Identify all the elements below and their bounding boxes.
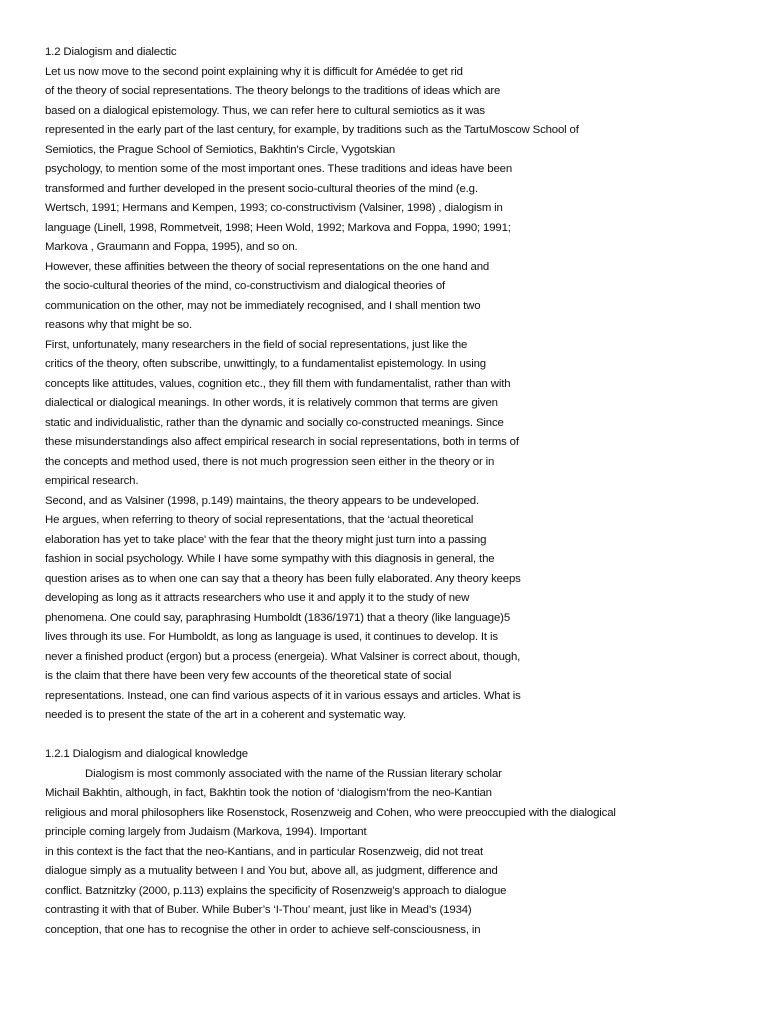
text-line: developing as long as it attracts researchers who use it and apply it to the study of new <box>45 592 470 604</box>
text-line: empirical research. <box>45 475 139 487</box>
text-line: Wertsch, 1991; Hermans and Kempen, 1993; co-constructivism (Valsiner, 1998) , dialogism in <box>45 202 503 214</box>
text-line: of the theory of social representations. The theory belongs to the traditions of ideas which are <box>45 85 501 97</box>
text-line: representations. Instead, one can find various aspects of it in various essays and articles. What is <box>45 689 521 702</box>
text-line: represented in the early part of the last century, for example, by traditions such as the TartuMoscow School of <box>45 124 579 136</box>
text-line: First, unfortunately, many researchers in the field of social representations, just like the <box>45 338 468 351</box>
text-line: communication on the other, may not be immediately recognised, and I shall mention two <box>45 299 481 312</box>
text-line: religious and moral philosophers like Rosenstock, Rosenzweig and Cohen, who were preoccupied with the dialogical <box>45 806 616 819</box>
text-line: question arises as to when one can say that a theory has been fully elaborated. Any theory keeps <box>45 572 521 585</box>
text-line: phenomena. One could say, paraphrasing Humboldt (1836/1971) that a theory (like language)5 <box>45 611 511 624</box>
text-line: dialogue simply as a mutuality between I and You but, above all, as judgment, difference and <box>45 865 498 877</box>
text-line: Dialogism is most commonly associated with the name of the Russian literary scholar <box>85 767 502 780</box>
text-line: reasons why that might be so. <box>45 319 192 331</box>
text-line: concepts like attitudes, values, cognition etc., they fill them with fundamentalist, rather than with <box>45 377 511 390</box>
text-line: He argues, when referring to theory of social representations, that the ‘actual theoretical <box>45 514 474 526</box>
document-body <box>45 43 760 940</box>
text-line: fashion in social psychology. While I have some sympathy with this diagnosis in general, the <box>45 553 495 565</box>
text-line: conflict. Batznitzky (2000, p.113) explains the specificity of Rosenzweig’s approach to dialogue <box>45 884 507 897</box>
section-heading-dialogism-and-dialectic: 1.2 Dialogism and dialectic <box>45 46 177 58</box>
text-line: critics of the theory, often subscribe, unwittingly, to a fundamentalist epistemology. In using <box>45 358 486 370</box>
text-line: elaboration has yet to take place' with the fear that the theory might just turn into a passing <box>45 533 487 546</box>
section-1-body <box>45 63 760 726</box>
text-line: Markova , Graumann and Foppa, 1995), and so on. <box>45 241 298 253</box>
text-line: dialectical or dialogical meanings. In other words, it is relatively common that terms are given <box>45 397 498 409</box>
section-heading-dialogical-knowledge: 1.2.1 Dialogism and dialogical knowledge <box>45 748 248 760</box>
text-line: contrasting it with that of Buber. While Buber’s ‘I-Thou’ meant, just like in Mead’s (1934) <box>45 904 472 916</box>
text-line: in this context is the fact that the neo-Kantians, and in particular Rosenzweig, did not treat <box>45 845 483 858</box>
text-line: transformed and further developed in the present socio-cultural theories of the mind (e.g. <box>45 182 478 195</box>
text-line: principle coming largely from Judaism (Markova, 1994). Important <box>45 826 367 838</box>
text-line: conception, that one has to recognise the other in order to achieve self-consciousness, in <box>45 923 481 936</box>
text-line: never a finished product (ergon) but a process (energeia). What Valsiner is correct about, though, <box>45 650 521 663</box>
text-line: is the claim that there have been very few accounts of the theoretical state of social <box>45 670 452 682</box>
text-line: the concepts and method used, there is not much progression seen either in the theory or in <box>45 455 495 468</box>
text-line: However, these affinities between the theory of social representations on the one hand and <box>45 260 490 273</box>
paragraph-gap <box>45 726 760 746</box>
text-line: language (Linell, 1998, Rommetveit, 1998; Heen Wold, 1992; Markova and Foppa, 1990; 1991; <box>45 221 511 234</box>
text-line: Second, and as Valsiner (1998, p.149) maintains, the theory appears to be undeveloped. <box>45 494 479 507</box>
text-line: lives through its use. For Humboldt, as long as language is used, it continues to develop. It is <box>45 631 498 643</box>
text-line: Let us now move to the second point explaining why it is difficult for Amédée to get rid <box>45 65 463 78</box>
text-line: Semiotics, the Prague School of Semiotics, Bakhtin's Circle, Vygotskian <box>45 143 396 156</box>
section-2-body <box>45 784 760 940</box>
text-line: static and individualistic, rather than the dynamic and socially co-constructed meanings. Since <box>45 416 504 429</box>
text-line: psychology, to mention some of the most important ones. These traditions and ideas have been <box>45 163 512 175</box>
text-line: the socio-cultural theories of the mind, co-constructivism and dialogical theories of <box>45 280 446 292</box>
text-line: Michail Bakhtin, although, in fact, Bakhtin took the notion of ‘dialogism’from the neo-Kantian <box>45 787 492 799</box>
text-line: based on a dialogical epistemology. Thus, we can refer here to cultural semiotics as it was <box>45 104 485 117</box>
text-line: these misunderstandings also affect empirical research in social representations, both in terms of <box>45 436 519 448</box>
text-line: needed is to present the state of the art in a coherent and systematic way. <box>45 709 406 721</box>
